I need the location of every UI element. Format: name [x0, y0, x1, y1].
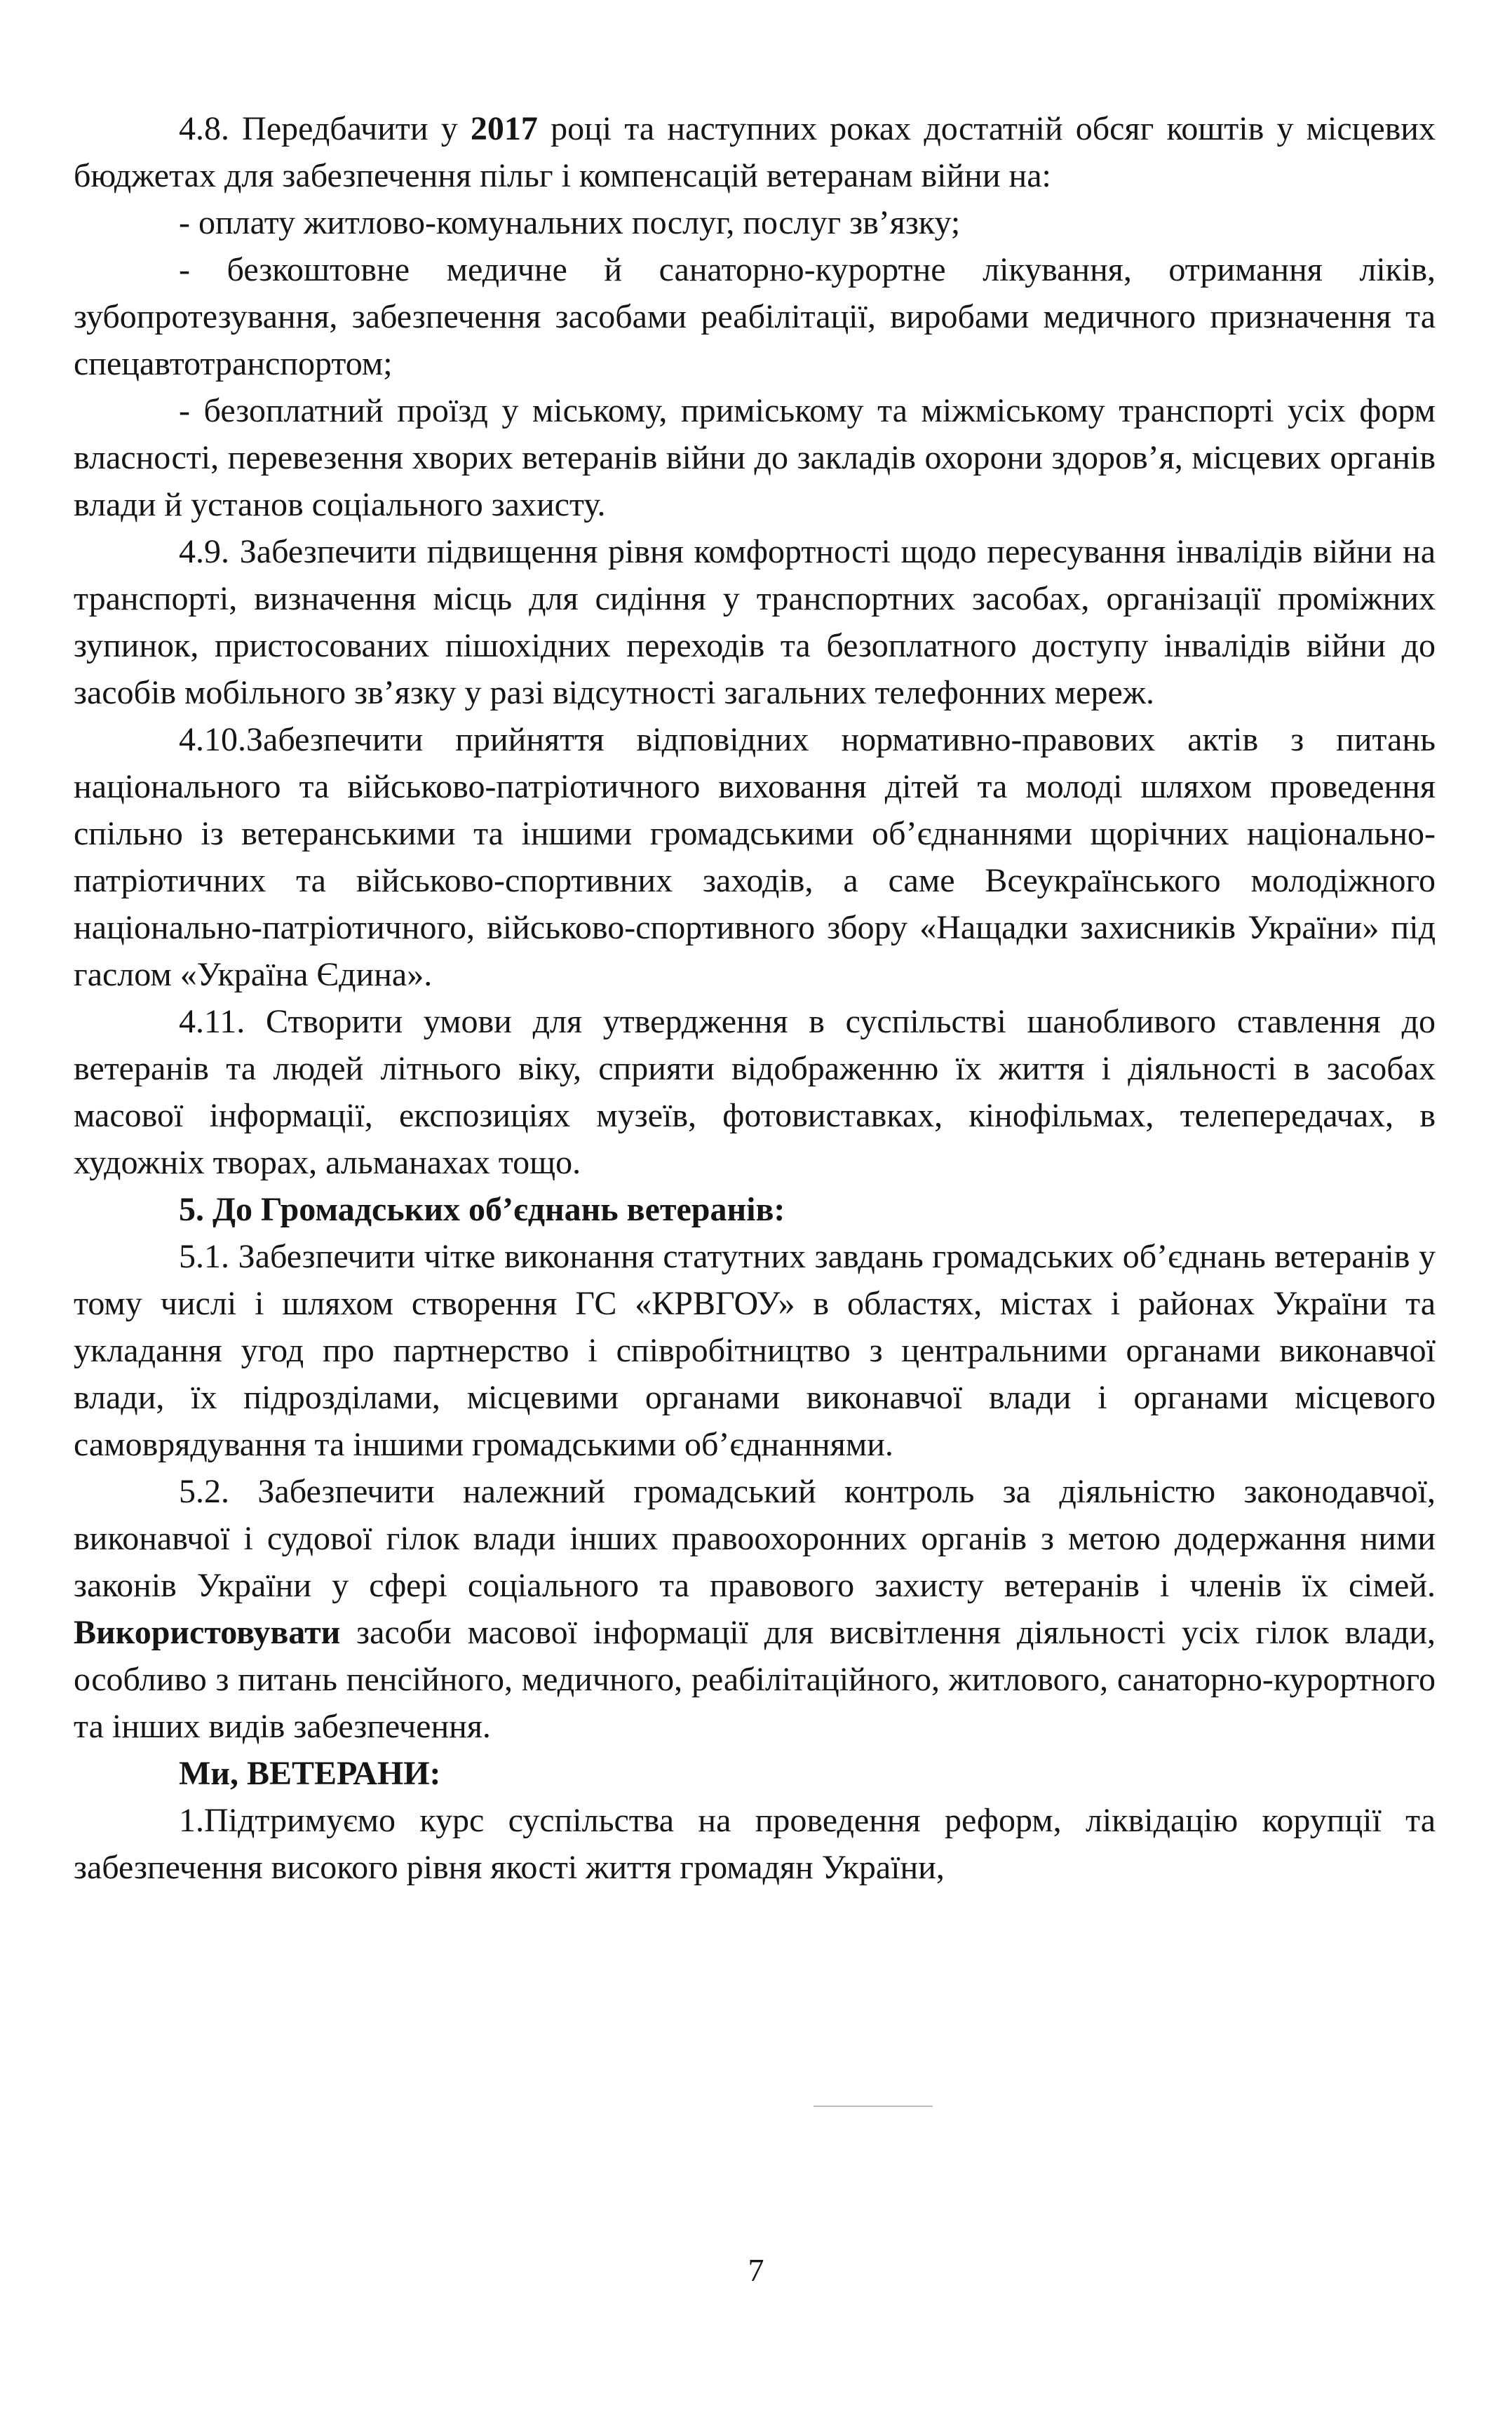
section-heading-veterans: Ми, ВЕТЕРАНИ:	[179, 1755, 441, 1792]
list-item-utilities: - оплату житлово-комунальних послуг, послуг зв’язку;	[179, 204, 961, 241]
page-number: 7	[748, 2252, 764, 2288]
paragraph-4-8-prefix: 4.8. Передбачити у	[179, 110, 471, 147]
paragraph-4-11: 4.11. Створити умови для утвердження в суспільстві шанобливого ставлення до ветеранів та людей літнього віку, сприяти відображенню їх життя і діяльності в засобах масової інформації, експозиціях музеїв, фотовиставках, кінофільмах, телепередачах, в художніх творах, альманахах тощо.	[74, 1003, 1436, 1181]
paragraph-5-2-prefix: 5.2. Забезпечити належний громадський контроль за діяльністю законодавчої, виконавчої і судової гілок влади інших правоохоронних органів з метою додержання ними законів України у сфері соціального та правового захисту ветеранів і членів їх сімей.	[74, 1473, 1436, 1604]
paragraph-4-8-year: 2017	[470, 110, 538, 147]
paragraph-veterans-1: 1.Підтримуємо курс суспільства на проведення реформ, ліквідацію корупції та забезпечення високого рівня якості життя громадян України,	[74, 1802, 1436, 1886]
section-heading-5: 5. До Громадських об’єднань ветеранів:	[179, 1191, 785, 1228]
paragraph-4-8-suffix: році та наступних роках достатній обсяг коштів у місцевих бюджетах для забезпечення пільг і компенсацій ветеранам війни на:	[74, 110, 1436, 194]
list-item-transport: - безоплатний проїзд у міському, приміському та міжміському транспорті усіх форм власності, перевезення хворих ветеранів війни до закладів охорони здоров’я, місцевих органів влади й установ соціального захисту.	[74, 392, 1436, 523]
paragraph-5-1: 5.1. Забезпечити чітке виконання статутних завдань громадських об’єднань ветеранів у тому числі і шляхом створення ГС «КРВГОУ» в областях, містах і районах України та укладання угод про партнерство і співробітництво з центральними органами виконавчої влади, їх підрозділами, місцевими органами виконавчої влади і органами місцевого самоврядування та іншими громадськими об’єднаннями.	[74, 1238, 1436, 1463]
paragraph-5-2-suffix: засоби масової інформації для висвітлення діяльності усіх гілок влади, особливо з питань пенсійного, медичного, реабілітаційного, житлового, санаторно-курортного та інших видів забезпечення.	[74, 1614, 1436, 1745]
paragraph-5-2	[74, 1468, 1436, 1750]
paragraph-5-2-bold: Використовувати	[74, 1614, 341, 1651]
paragraph-4-9: 4.9. Забезпечити підвищення рівня комфортності щодо пересування інвалідів війни на транспорті, визначення місць для сидіння у транспортних засобах, організації проміжних зупинок, пристосованих пішохідних переходів та безоплатного доступу інвалідів війни до засобів мобільного зв’язку у разі відсутності загальних телефонних мереж.	[74, 533, 1436, 711]
paragraph-4-8	[74, 105, 1436, 199]
paragraph-4-10: 4.10.Забезпечити прийняття відповідних нормативно-правових актів з питань національного та військово-патріотичного виховання дітей та молоді шляхом проведення спільно із ветеранськими та іншими громадськими об’єднаннями щорічних національно-патріотичних та військово-спортивних заходів, а саме Всеукраїнського молодіжного національно-патріотичного, військово-спортивного збору «Нащадки захисників України» під гаслом «Україна Єдина».	[74, 721, 1436, 993]
list-item-medical: - безкоштовне медичне й санаторно-курортне лікування, отримання ліків, зубопротезування, забезпечення засобами реабілітації, виробами медичного призначення та спецавтотранспортом;	[74, 251, 1436, 382]
scan-underline-mark	[814, 2106, 933, 2107]
document-body	[74, 105, 1436, 1891]
